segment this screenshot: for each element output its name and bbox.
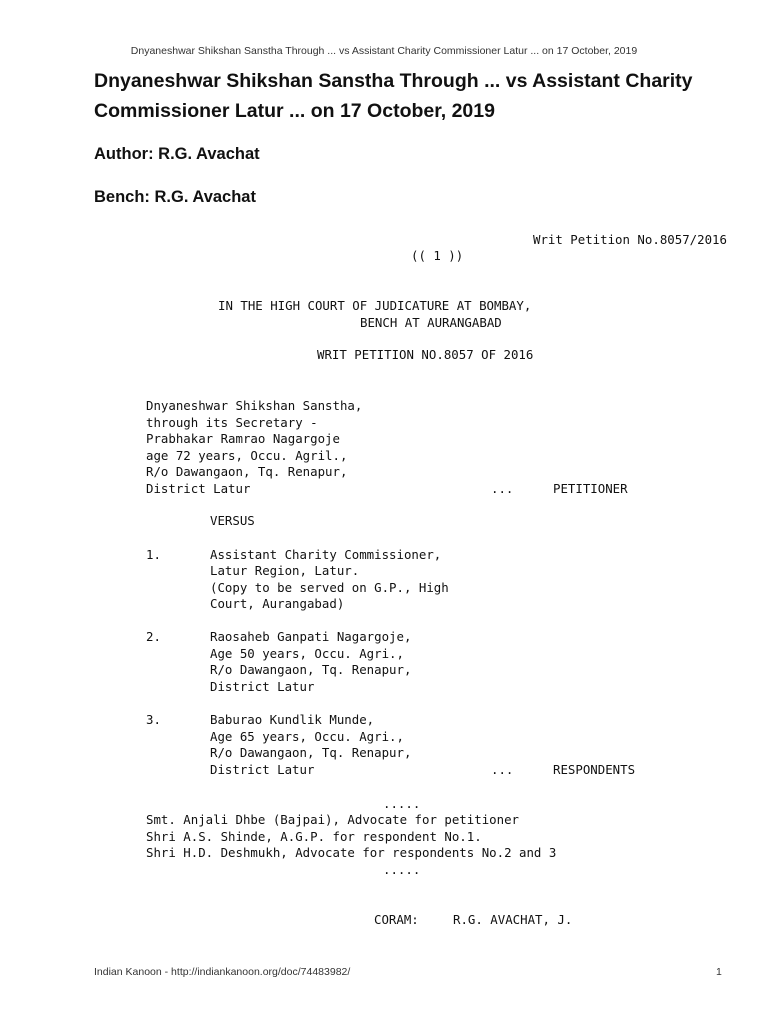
respondent-number: 3. (146, 712, 161, 727)
respondent-line: Raosaheb Ganpati Nagargoje, (210, 629, 412, 644)
case-reference: Writ Petition No.8057/2016 (533, 232, 727, 247)
petitioner-line: through its Secretary - (146, 415, 318, 430)
separator-dots: ..... (383, 796, 421, 811)
petitioner-role: PETITIONER (553, 481, 628, 496)
versus-label: VERSUS (210, 513, 255, 528)
respondent-line: Court, Aurangabad) (210, 596, 345, 611)
respondent-number: 2. (146, 629, 161, 644)
respondent-line: Baburao Kundlik Munde, (210, 712, 375, 727)
petition-heading: WRIT PETITION NO.8057 OF 2016 (317, 347, 534, 362)
advocate-line: Smt. Anjali Dhbe (Bajpai), Advocate for petitioner (146, 812, 519, 827)
advocate-line: Shri A.S. Shinde, A.G.P. for respondent No.1. (146, 829, 482, 844)
court-name: IN THE HIGH COURT OF JUDICATURE AT BOMBAY, (218, 298, 532, 313)
court-bench: BENCH AT AURANGABAD (360, 315, 502, 330)
separator-dots: ..... (383, 862, 421, 877)
page-number: 1 (716, 966, 722, 978)
petitioner-line: Dnyaneshwar Shikshan Sanstha, (146, 398, 363, 413)
document-title: Dnyaneshwar Shikshan Sanstha Through ... vs Assistant Charity Commissioner Latur ... on 17 October, 2019 (94, 70, 693, 122)
coram-label: CORAM: (374, 912, 419, 927)
bench-line: Bench: R.G. Avachat (94, 188, 256, 206)
petitioner-line: Prabhakar Ramrao Nagargoje (146, 431, 340, 446)
author-line: Author: R.G. Avachat (94, 145, 260, 163)
petitioner-line: age 72 years, Occu. Agril., (146, 448, 348, 463)
respondents-dots: ... (491, 762, 514, 777)
petitioner-line: District Latur (146, 481, 251, 496)
respondent-line: Latur Region, Latur. (210, 563, 360, 578)
respondent-line: Assistant Charity Commissioner, (210, 547, 442, 562)
running-header: Dnyaneshwar Shikshan Sanstha Through ... vs Assistant Charity Commissioner Latur ... on 17 October, 2019 (130, 45, 638, 57)
respondent-line: District Latur (210, 762, 315, 777)
respondent-line: Age 65 years, Occu. Agri., (210, 729, 404, 744)
respondents-role: RESPONDENTS (553, 762, 636, 777)
advocate-line: Shri H.D. Deshmukh, Advocate for respondents No.2 and 3 (146, 845, 557, 860)
respondent-line: District Latur (210, 679, 315, 694)
page-marker: (( 1 )) (411, 248, 464, 263)
petitioner-line: R/o Dawangaon, Tq. Renapur, (146, 464, 348, 479)
footer-source: Indian Kanoon - http://indiankanoon.org/doc/74483982/ (94, 966, 351, 978)
respondent-number: 1. (146, 547, 161, 562)
petitioner-dots: ... (491, 481, 514, 496)
respondent-line: R/o Dawangaon, Tq. Renapur, (210, 662, 412, 677)
coram-judge: R.G. AVACHAT, J. (453, 912, 573, 927)
respondent-line: Age 50 years, Occu. Agri., (210, 646, 404, 661)
respondent-line: (Copy to be served on G.P., High (210, 580, 449, 595)
respondent-line: R/o Dawangaon, Tq. Renapur, (210, 745, 412, 760)
